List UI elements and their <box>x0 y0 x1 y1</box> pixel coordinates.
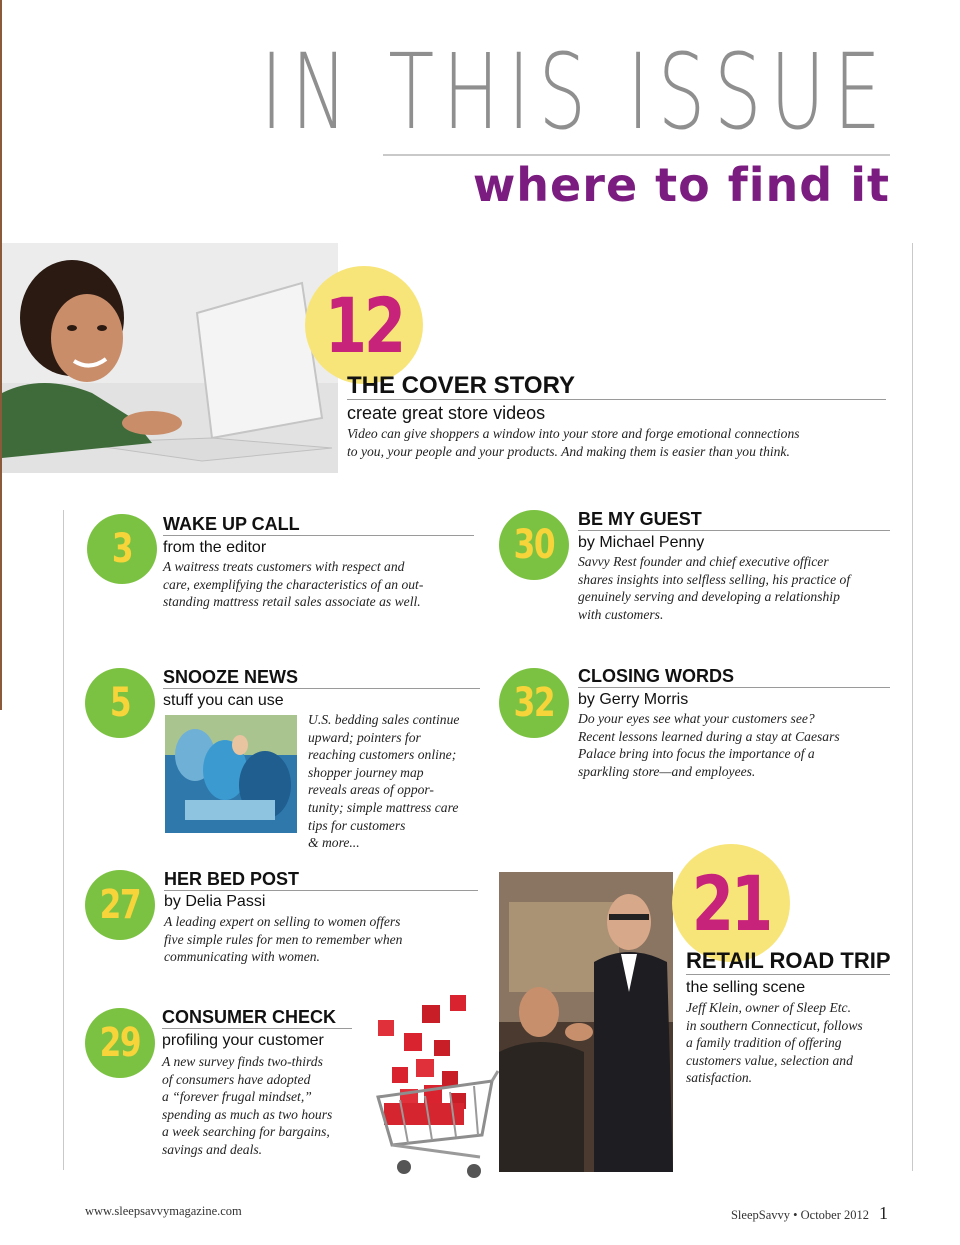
her-bed-post-rule <box>164 890 478 891</box>
be-my-guest-rule <box>578 530 890 531</box>
retail-road-trip-title[interactable]: RETAIL ROAD TRIP <box>686 948 891 973</box>
be-my-guest-page-number: 30 <box>499 510 569 580</box>
footer-publication <box>731 1203 888 1224</box>
wake-up-call-subtitle: from the editor <box>163 539 267 556</box>
be-my-guest-body: Savvy Rest founder and chief executive officer shares insights into selfless selling, his practice of genuinely serving and developing a relationship with customers. <box>578 554 851 622</box>
page-number: 1 <box>879 1203 888 1223</box>
her-bed-post-title[interactable]: HER BED POST <box>164 869 300 889</box>
consumer-check-page-number: 29 <box>85 1008 155 1078</box>
her-bed-post-page-number: 27 <box>85 870 155 940</box>
wake-up-call-rule <box>163 535 474 536</box>
cover-story-body: Video can give shoppers a window into your store and forge emotional connections to you, your people and your products. And making them is easier than you think. <box>347 426 800 459</box>
two-men-store-illustration <box>499 872 673 1172</box>
page-subtitle: where to find it <box>472 158 890 212</box>
shopping-cart-graphic <box>370 985 500 1185</box>
closing-words-rule <box>578 687 890 688</box>
page-title: IN THIS ISSUE <box>261 31 890 153</box>
consumer-check-body: A new survey finds two-thirds of consumers have adopted a “forever frugal mindset,” spending as much as two hours a week searching for bargains, savings and deals. <box>162 1054 333 1157</box>
footer-publication-info: SleepSavvy • October 2012 <box>730 1208 869 1222</box>
cover-story-rule <box>347 399 886 400</box>
closing-words-body: Do your eyes see what your customers see? Recent lessons learned during a stay at Caesars Palace bring into focus the importance of a sparkling store—and employees. <box>578 711 840 779</box>
snooze-news-subtitle: stuff you can use <box>163 692 284 709</box>
snooze-news-title[interactable]: SNOOZE NEWS <box>163 667 299 687</box>
cover-story-subtitle: create great store videos <box>347 403 546 423</box>
closing-words-subtitle: by Gerry Morris <box>578 691 689 708</box>
header-divider <box>383 154 890 156</box>
snooze-news-page-number: 5 <box>85 668 155 738</box>
retail-road-trip-photo <box>499 872 673 1172</box>
snooze-news-rule <box>163 688 480 689</box>
closing-words-page-number: 32 <box>499 668 569 738</box>
consumer-check-title[interactable]: CONSUMER CHECK <box>162 1007 337 1027</box>
be-my-guest-subtitle: by Michael Penny <box>578 534 705 551</box>
wake-up-call-title[interactable]: WAKE UP CALL <box>163 514 300 534</box>
cover-photo <box>2 243 338 473</box>
retail-road-trip-page-number: 21 <box>672 844 790 962</box>
wake-up-call-body: A waitress treats customers with respect and care, exemplifying the characteristics of an out- standing mattress retail sales associate as well. <box>163 559 424 610</box>
be-my-guest-title[interactable]: BE MY GUEST <box>578 509 702 529</box>
her-bed-post-subtitle: by Delia Passi <box>164 893 266 910</box>
consumer-check-rule <box>162 1028 352 1029</box>
left-column-rule <box>63 510 64 1170</box>
retail-road-trip-rule <box>686 974 890 975</box>
closing-words-title[interactable]: CLOSING WORDS <box>578 666 734 686</box>
footer-website-link[interactable]: www.sleepsavvymagazine.com <box>85 1204 242 1218</box>
cover-page-number: 12 <box>305 266 423 384</box>
consumer-check-subtitle: profiling your customer <box>162 1032 324 1049</box>
shopping-cart-icon <box>370 985 500 1185</box>
wake-up-call-page-number: 3 <box>87 514 157 584</box>
her-bed-post-body: A leading expert on selling to women offers five simple rules for men to remember when communicating with women. <box>164 914 403 965</box>
snooze-news-photo <box>165 715 297 833</box>
retail-road-trip-subtitle: the selling scene <box>686 979 806 996</box>
cover-story-title[interactable]: THE COVER STORY <box>347 372 576 399</box>
hospital-scene-illustration <box>165 715 297 833</box>
retail-road-trip-body: Jeff Klein, owner of Sleep Etc. in southern Connecticut, follows a family tradition of offering customers value, selection and satisfaction. <box>686 1000 863 1086</box>
right-column-rule <box>912 243 913 1171</box>
woman-laptop-illustration <box>2 243 338 473</box>
snooze-news-body: U.S. bedding sales continue upward; pointers for reaching customers online; shopper journey map reveals areas of oppor- tunity; simple mattress care tips for customers & more... <box>308 712 460 851</box>
